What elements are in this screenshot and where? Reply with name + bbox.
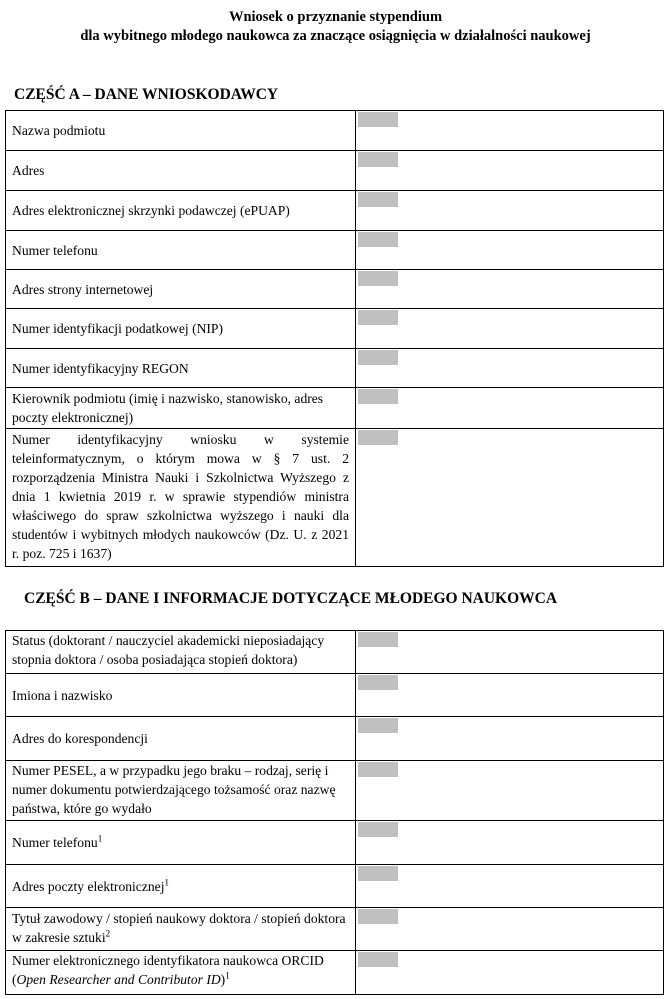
application-id-input[interactable] [358, 430, 398, 445]
field-value-cell [356, 761, 664, 821]
nip-input[interactable] [358, 310, 398, 325]
field-label-correspondence-address: Adres do korespondencji [6, 717, 356, 761]
orcid-label-italic: Open Researcher and Contributor ID [16, 972, 221, 987]
field-value-cell [356, 951, 664, 995]
table-row [6, 111, 664, 151]
part-b-table [5, 630, 664, 995]
field-value-cell [356, 191, 664, 231]
part-a-table [5, 110, 664, 567]
table-row [6, 717, 664, 761]
field-value-cell [356, 231, 664, 270]
regon-input[interactable] [358, 350, 398, 365]
footnote-ref: 1 [225, 970, 230, 981]
field-label-entity-name: Nazwa podmiotu [6, 111, 356, 151]
field-label-head-of-entity: Kierownik podmiotu (imię i nazwisko, stanowisko, adres poczty elektronicznej) [6, 388, 356, 429]
address-input[interactable] [358, 152, 398, 167]
table-row [6, 388, 664, 429]
field-label-orcid [6, 951, 356, 995]
field-value-cell [356, 865, 664, 908]
table-row [6, 631, 664, 674]
field-value-cell [356, 151, 664, 191]
b-phone-input[interactable] [358, 822, 398, 837]
field-label-address: Adres [6, 151, 356, 191]
entity-name-input[interactable] [358, 112, 398, 127]
field-value-cell [356, 270, 664, 309]
table-row [6, 151, 664, 191]
table-row [6, 821, 664, 865]
email-label-text: Adres poczty elektronicznej [12, 878, 165, 894]
field-label-email [6, 865, 356, 908]
table-row [6, 674, 664, 717]
table-row [6, 429, 664, 567]
field-value-cell [356, 111, 664, 151]
field-label-website: Adres strony internetowej [6, 270, 356, 309]
table-row [6, 231, 664, 270]
part-b-heading: CZĘŚĆ B – DANE I INFORMACJE DOTYCZĄCE MŁODEGO NAUKOWCA [24, 590, 558, 607]
title-line-2: dla wybitnego młodego naukowca za znaczące osiągnięcia w działalności naukowej [80, 28, 591, 44]
status-input[interactable] [358, 632, 398, 647]
head-of-entity-input[interactable] [358, 389, 398, 404]
title-line-1: Wniosek o przyznanie stypendium [228, 9, 443, 25]
field-value-cell [356, 631, 664, 674]
footnote-ref: 2 [105, 928, 111, 939]
correspondence-address-input[interactable] [358, 718, 398, 733]
field-value-cell [356, 821, 664, 865]
orcid-input[interactable] [358, 952, 398, 967]
footnote-ref: 1 [164, 876, 169, 887]
orcid-label-close: ) [220, 972, 226, 987]
epuap-input[interactable] [358, 192, 398, 207]
field-label-regon: Numer identyfikacyjny REGON [6, 349, 356, 388]
field-label-b-phone [6, 821, 356, 865]
field-value-cell [356, 309, 664, 349]
degree-label-text: Tytuł zawodowy / stopień naukowy doktora / stopień doktora w zakresie sztuki [12, 911, 346, 945]
orcid-label-text: Numer elektronicznego identyfikatora naukowca ORCID ( [12, 953, 324, 987]
phone-label-text: Numer telefonu [12, 835, 98, 850]
field-value-cell [356, 388, 664, 429]
field-label-full-name: Imiona i nazwisko [6, 674, 356, 717]
field-label-application-id: Numer identyfikacyjny wniosku w systemie teleinformatycznym, o którym mowa w § 7 ust. 2 rozporządzenia Ministra Nauki i Szkolnictwa Wyższego z dnia 1 kwietnia 2019 r. w sprawie stypendiów ministra właściwego do spraw szkolnictwa wyższego i nauki dla studentów i wybitnych młodych naukowców (Dz. U. z 2021 r. poz. 725 i 1637) [6, 429, 356, 567]
table-row [6, 908, 664, 951]
field-value-cell [356, 908, 664, 951]
field-value-cell [356, 674, 664, 717]
phone-input[interactable] [358, 232, 398, 247]
email-input[interactable] [358, 866, 398, 881]
table-row [6, 349, 664, 388]
field-label-phone: Numer telefonu [6, 231, 356, 270]
field-label-status: Status (doktorant / nauczyciel akademicki nieposiadający stopnia doktora / osoba posiadająca stopień doktora) [6, 631, 356, 674]
table-row [6, 865, 664, 908]
degree-input[interactable] [358, 909, 398, 924]
document-title [0, 8, 671, 46]
footnote-ref: 1 [97, 833, 103, 844]
field-label-epuap: Adres elektronicznej skrzynki podawczej (ePUAP) [6, 191, 356, 231]
field-label-pesel: Numer PESEL, a w przypadku jego braku – rodzaj, serię i numer dokumentu potwierdzającego tożsamość oraz nazwę państwa, które go wydało [6, 761, 356, 821]
field-value-cell [356, 429, 664, 567]
website-input[interactable] [358, 271, 398, 286]
table-row [6, 309, 664, 349]
table-row [6, 191, 664, 231]
field-label-nip: Numer identyfikacji podatkowej (NIP) [6, 309, 356, 349]
field-value-cell [356, 349, 664, 388]
pesel-input[interactable] [358, 762, 398, 777]
table-row [6, 270, 664, 309]
field-value-cell [356, 717, 664, 761]
table-row [6, 951, 664, 995]
table-row [6, 761, 664, 821]
full-name-input[interactable] [358, 675, 398, 690]
part-a-heading: CZĘŚĆ A – DANE WNIOSKODAWCY [14, 86, 279, 103]
field-label-degree [6, 908, 356, 951]
